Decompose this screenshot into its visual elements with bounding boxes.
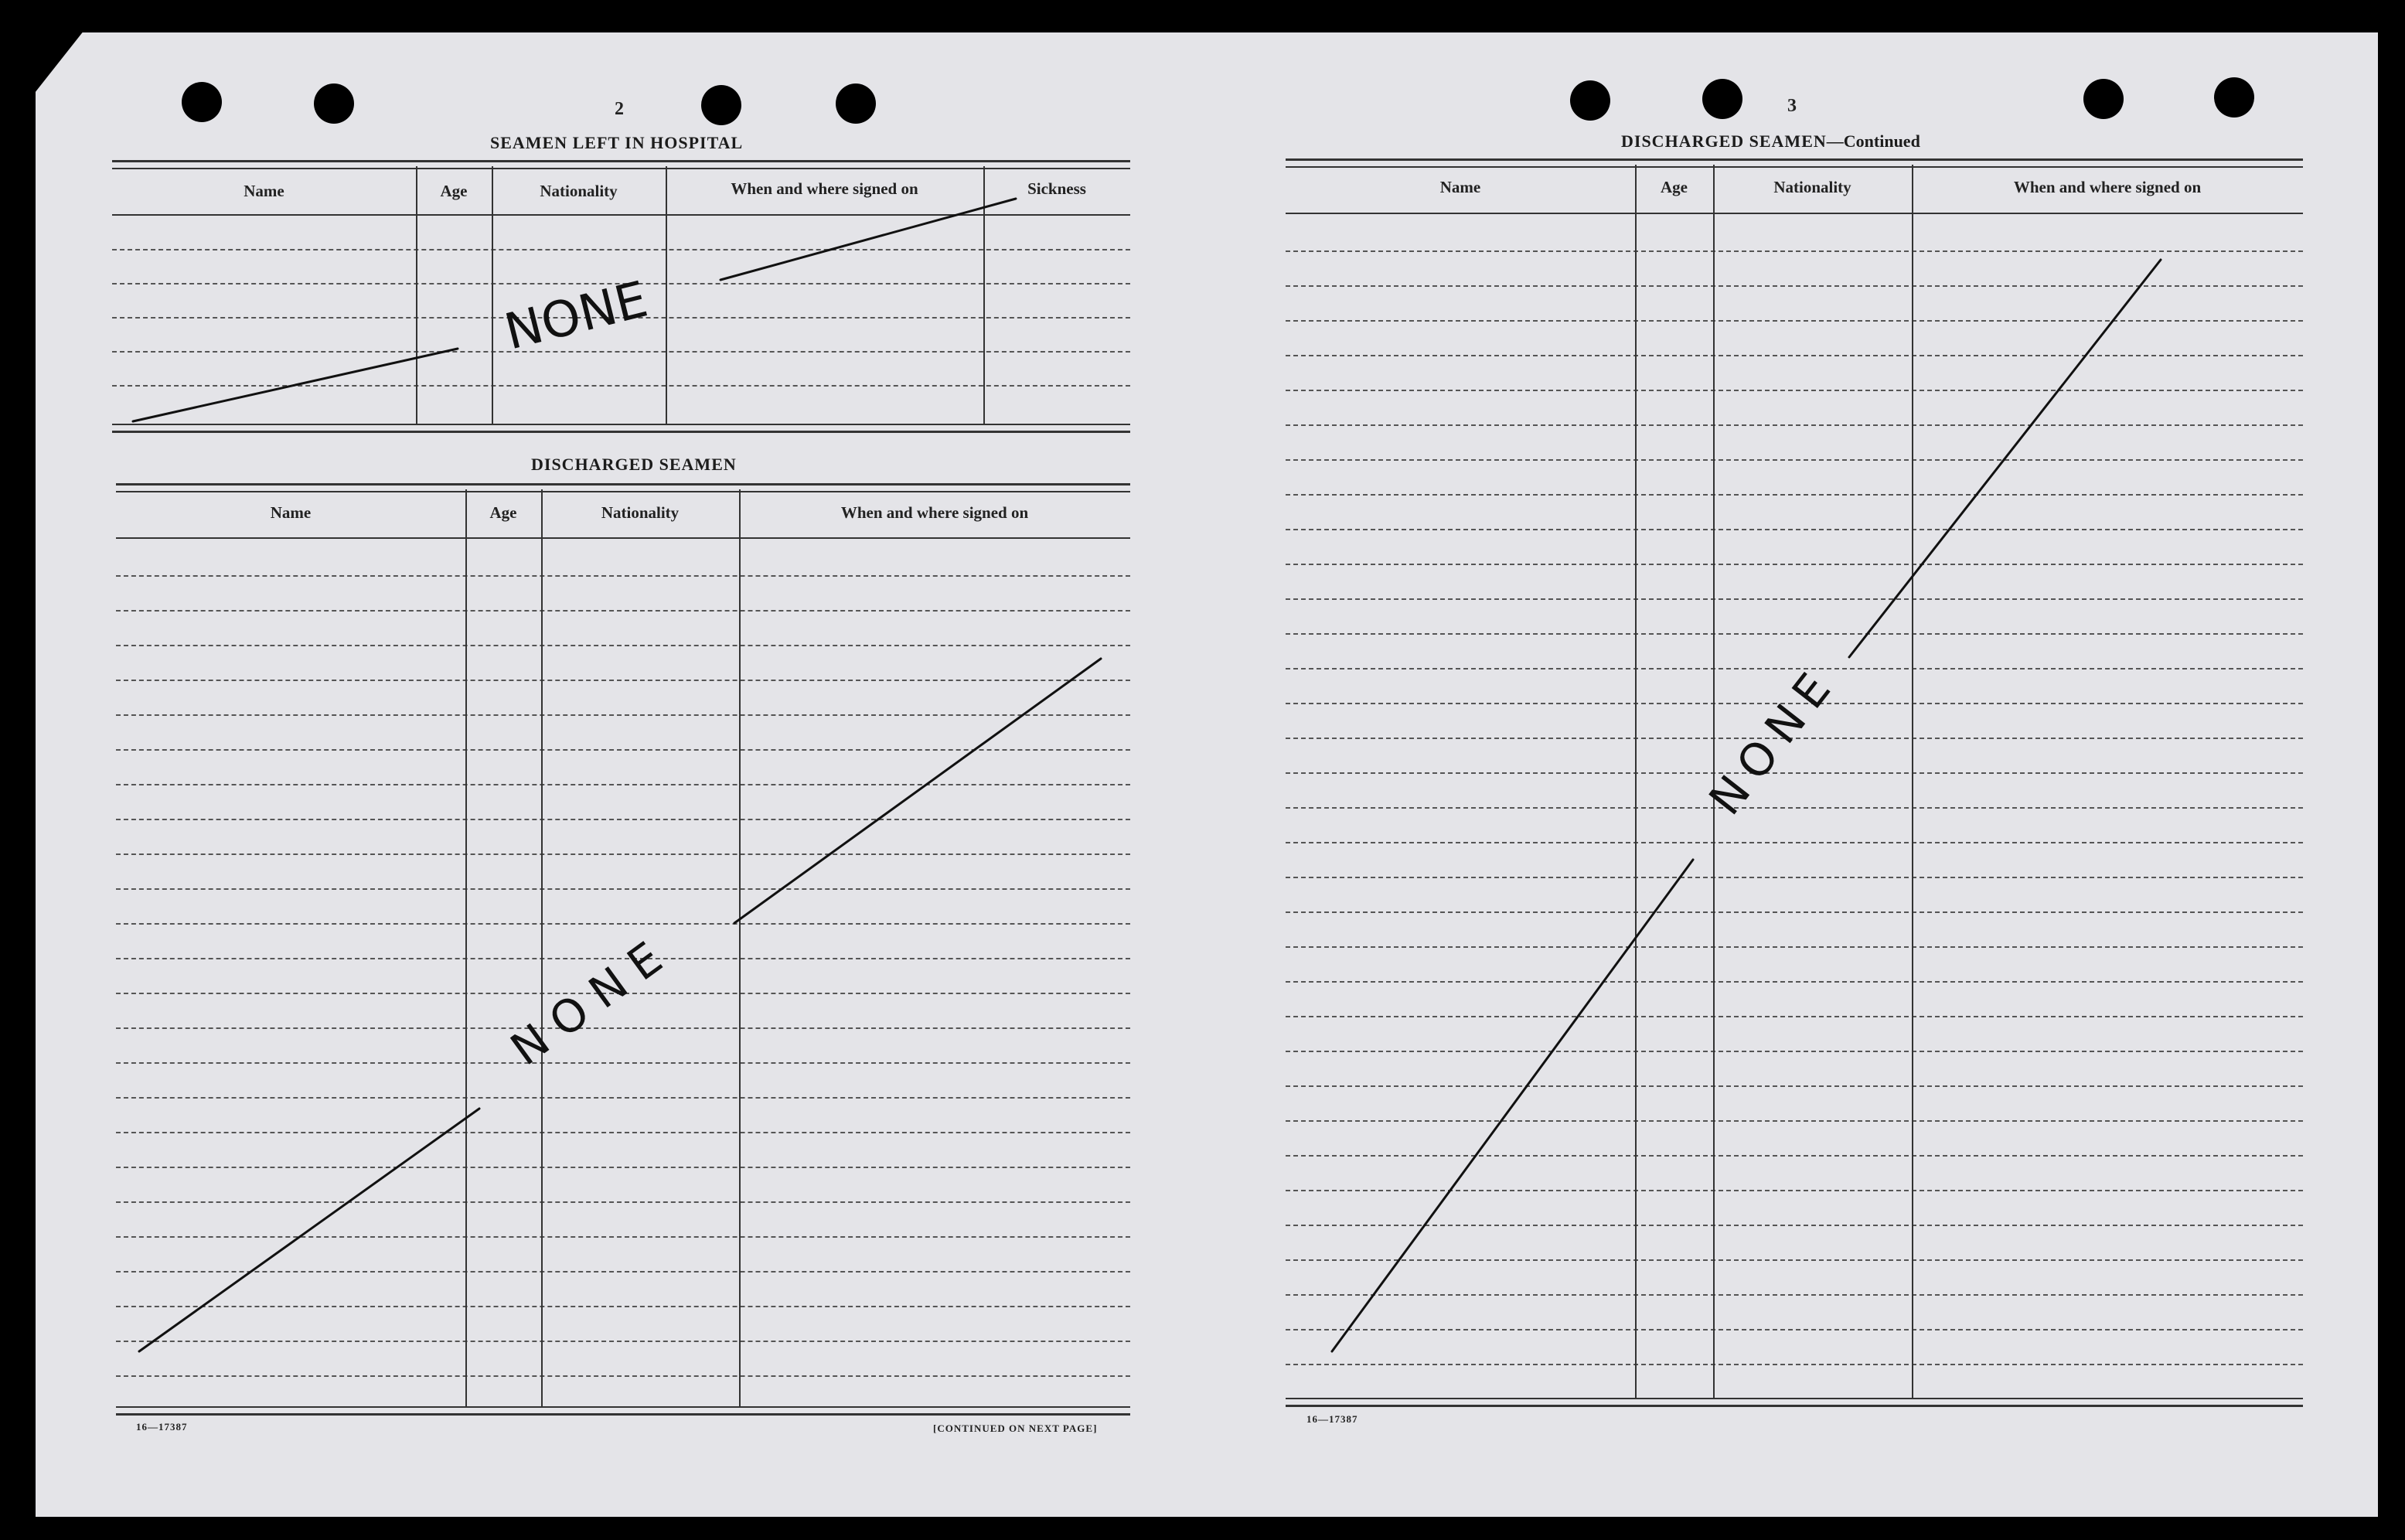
- entry-line: [1286, 1364, 2303, 1365]
- entry-line: [1286, 355, 2303, 356]
- punch-hole: [2083, 79, 2124, 119]
- entry-line: [116, 993, 1130, 994]
- page-number-right: 3: [1787, 96, 1797, 116]
- entry-line: [1286, 1225, 2303, 1226]
- entry-line: [1286, 1155, 2303, 1157]
- entry-line: [116, 575, 1130, 577]
- column-header-sickness: Sickness: [1027, 179, 1086, 198]
- column-divider: [541, 489, 543, 1406]
- column-divider: [492, 166, 493, 424]
- column-header-name: Name: [244, 182, 284, 200]
- header-divider: [112, 214, 1130, 216]
- entry-line: [1286, 390, 2303, 391]
- column-divider: [1912, 165, 1913, 1398]
- entry-line: [1286, 668, 2303, 669]
- entry-line: [1286, 911, 2303, 913]
- continued-note: [CONTINUED ON NEXT PAGE]: [933, 1422, 1098, 1434]
- column-header-nationality: Nationality: [540, 182, 618, 200]
- entry-line: [116, 888, 1130, 890]
- entry-line: [1286, 250, 2303, 252]
- discharged-continued-title: [1621, 131, 1920, 152]
- hospital-table: [112, 160, 1130, 431]
- table-top-rule: [1286, 158, 2303, 168]
- entry-line: [116, 923, 1130, 925]
- discharged-table-right: [1286, 158, 2303, 1407]
- entry-line: [112, 283, 1130, 284]
- entry-line: [1286, 564, 2303, 565]
- punch-hole: [182, 82, 222, 122]
- column-header-name: Name: [270, 503, 312, 522]
- column-header-age: Age: [489, 503, 517, 522]
- column-divider: [416, 166, 417, 424]
- punch-hole: [1702, 79, 1742, 119]
- entry-line: [116, 1132, 1130, 1133]
- entry-line: [1286, 598, 2303, 600]
- punch-hole: [836, 83, 876, 124]
- entry-line: [1286, 703, 2303, 704]
- table-bottom-rule: [112, 424, 1130, 433]
- column-divider: [666, 166, 667, 424]
- entry-line: [1286, 285, 2303, 287]
- column-header-age: Age: [440, 182, 468, 200]
- discharged-table-left: [116, 483, 1130, 1417]
- entry-line: [1286, 1294, 2303, 1296]
- entry-line: [1286, 633, 2303, 635]
- handwritten-none-discharged-right: NONE: [1698, 655, 1848, 825]
- entry-line: [1286, 1259, 2303, 1261]
- column-divider: [1713, 165, 1715, 1398]
- form-number-left: 16—17387: [136, 1421, 188, 1433]
- entry-line: [1286, 877, 2303, 878]
- column-header-signed-on: When and where signed on: [731, 179, 918, 198]
- table-top-rule: [116, 483, 1130, 492]
- punch-hole: [314, 83, 354, 124]
- handwritten-none-hospital: NONE: [499, 271, 653, 362]
- entry-line: [112, 385, 1130, 387]
- entry-line: [1286, 772, 2303, 774]
- entry-line: [116, 819, 1130, 820]
- entry-line: [116, 680, 1130, 681]
- entry-line: [116, 1236, 1130, 1238]
- entry-line: [1286, 1190, 2303, 1191]
- entry-line: [116, 1201, 1130, 1203]
- entry-line: [116, 749, 1130, 751]
- entry-line: [1286, 1016, 2303, 1017]
- entry-line: [116, 610, 1130, 612]
- header-divider: [116, 537, 1130, 539]
- entry-line: [1286, 320, 2303, 322]
- column-header-age: Age: [1661, 178, 1688, 196]
- column-divider: [739, 489, 741, 1406]
- entry-line: [1286, 1329, 2303, 1330]
- entry-line: [116, 1306, 1130, 1307]
- hospital-section-title: SEAMEN LEFT IN HOSPITAL: [490, 133, 744, 152]
- entry-line: [112, 249, 1130, 250]
- punch-hole: [1570, 80, 1610, 121]
- entry-line: [116, 1341, 1130, 1342]
- punch-hole: [2214, 77, 2254, 118]
- entry-line: [116, 1097, 1130, 1099]
- entry-line: [1286, 1120, 2303, 1122]
- entry-line: [1286, 494, 2303, 496]
- entry-line: [116, 853, 1130, 855]
- column-divider: [983, 166, 985, 424]
- entry-line: [116, 1062, 1130, 1064]
- header-divider: [1286, 213, 2303, 214]
- entry-line: [1286, 738, 2303, 739]
- entry-line: [1286, 807, 2303, 809]
- entry-line: [1286, 842, 2303, 843]
- entry-line: [1286, 1085, 2303, 1087]
- entry-line: [116, 714, 1130, 716]
- page-number-left: 2: [615, 99, 624, 119]
- column-header-name: Name: [1439, 178, 1481, 196]
- entry-line: [116, 1271, 1130, 1273]
- entry-line: [1286, 1051, 2303, 1052]
- entry-line: [116, 1027, 1130, 1029]
- table-bottom-rule: [1286, 1398, 2303, 1407]
- punch-hole: [701, 85, 741, 125]
- table-bottom-rule: [116, 1406, 1130, 1416]
- entry-line: [1286, 459, 2303, 461]
- entry-line: [1286, 529, 2303, 530]
- column-header-signed-on: When and where signed on: [840, 503, 1029, 522]
- column-header-nationality: Nationality: [601, 503, 680, 522]
- entry-line: [112, 351, 1130, 353]
- entry-line: [116, 645, 1130, 646]
- column-divider: [465, 489, 467, 1406]
- entry-line: [112, 317, 1130, 319]
- entry-line: [116, 958, 1130, 959]
- entry-line: [1286, 946, 2303, 948]
- entry-line: [116, 784, 1130, 785]
- column-header-nationality: Nationality: [1773, 178, 1851, 196]
- entry-line: [1286, 424, 2303, 426]
- entry-line: [1286, 981, 2303, 983]
- entry-line: [116, 1167, 1130, 1168]
- title-main: DISCHARGED SEAMEN: [1621, 131, 1827, 151]
- handwritten-none-discharged-left: NONE: [501, 923, 683, 1076]
- column-header-signed-on: When and where signed on: [2013, 178, 2202, 196]
- discharged-section-title: DISCHARGED SEAMEN: [531, 455, 737, 474]
- table-top-rule: [112, 160, 1130, 169]
- column-divider: [1635, 165, 1637, 1398]
- form-number-right: 16—17387: [1306, 1413, 1358, 1425]
- entry-line: [116, 1375, 1130, 1377]
- title-suffix: —Continued: [1826, 131, 1920, 151]
